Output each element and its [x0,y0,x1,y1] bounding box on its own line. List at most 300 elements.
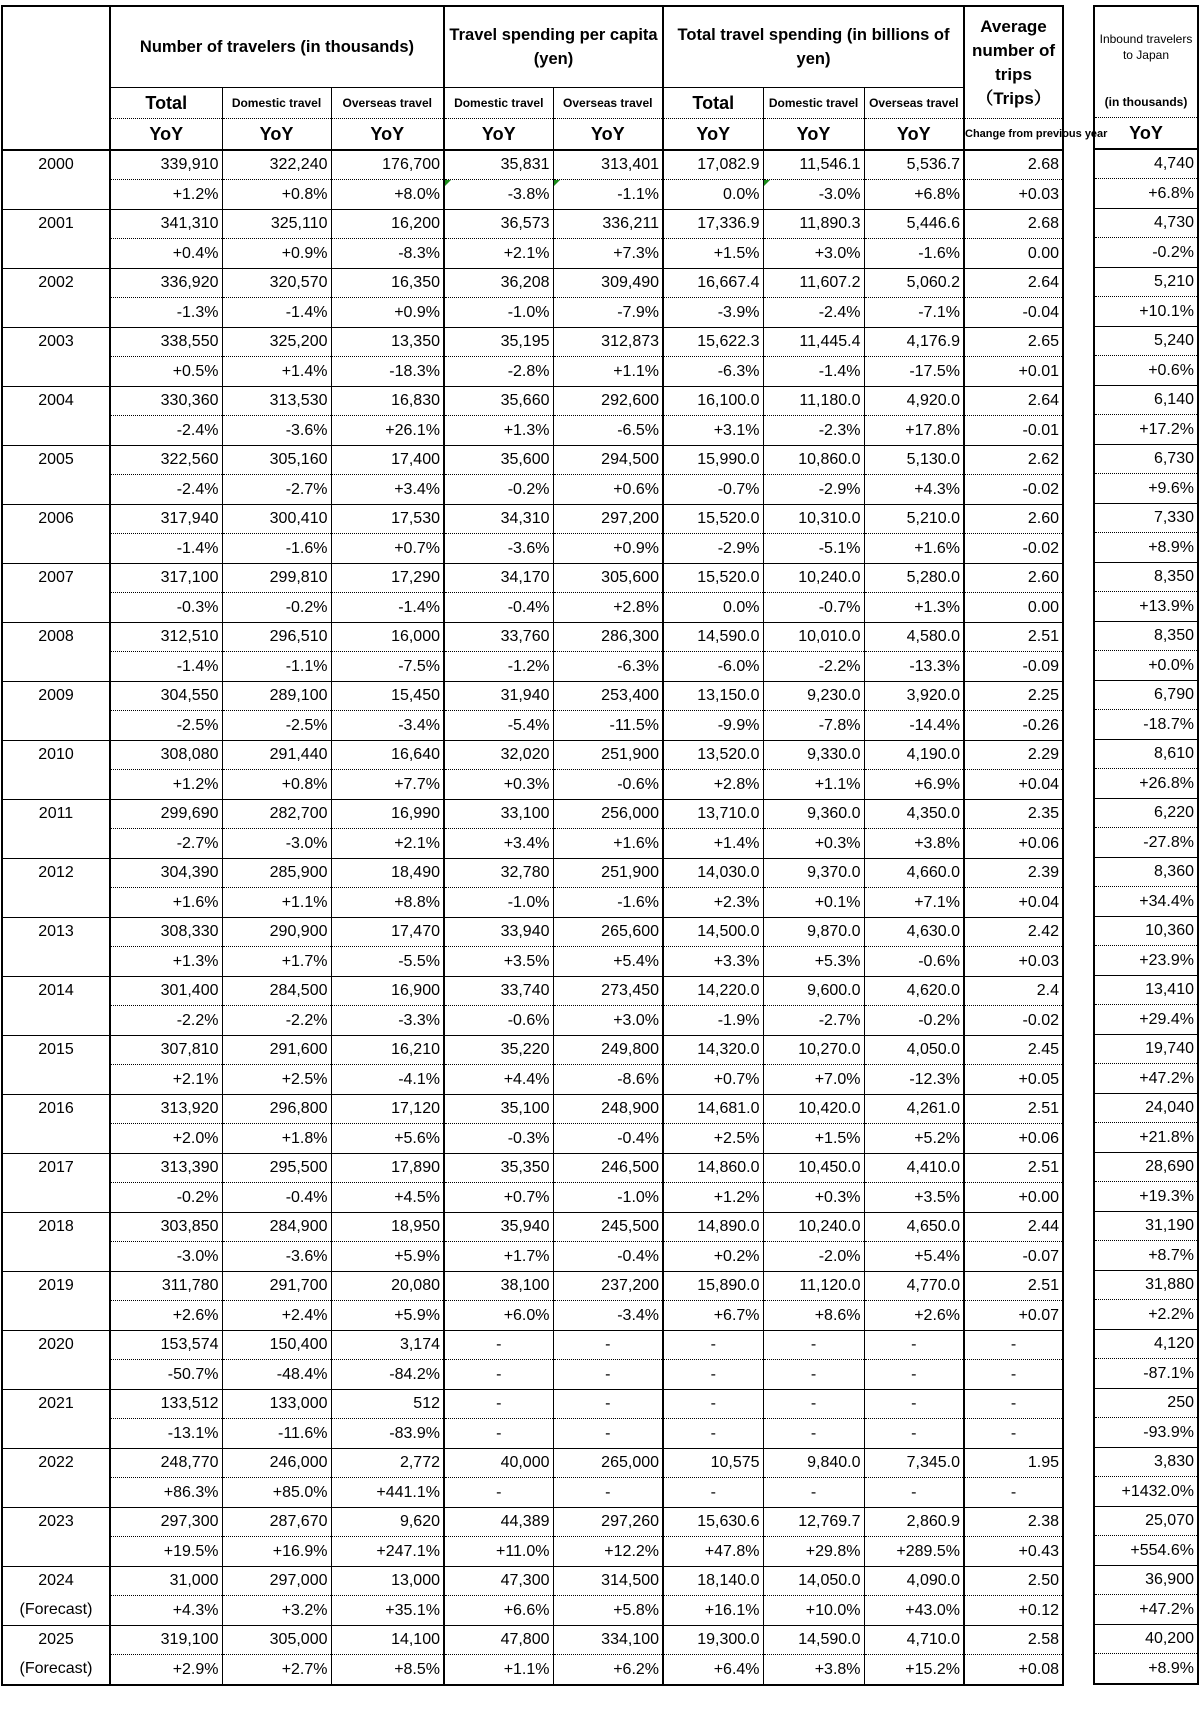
year-subtitle [2,1065,110,1095]
inbound-row-yoy [1094,1654,1198,1685]
inbound-row-yoy [1094,887,1198,917]
inbound-row [1094,504,1198,533]
yoy-cell: +5.9% [331,1242,444,1272]
value-cell: 4,410.0 [864,1154,964,1183]
yoy-cell: +2.8% [553,593,663,623]
yoy-cell: +289.5% [864,1537,964,1567]
yoy-cell: +1.3% [110,947,222,977]
value-cell: 12,769.7 [763,1508,864,1537]
yoy-cell: +7.1% [864,888,964,918]
yoy-cell: -0.02 [964,475,1063,505]
yoy-cell: +47.8% [663,1537,763,1567]
yoy-cell: -9.9% [663,711,763,741]
value-cell: 304,390 [110,859,222,888]
yoy-cell: +0.3% [763,829,864,859]
yoy-cell: -3.0% [763,180,864,210]
inbound-row-yoy [1094,1536,1198,1566]
value-cell: 295,500 [222,1154,331,1183]
year-cell: 2018 [2,1213,110,1242]
yoy-cell: -1.1% [222,652,331,682]
yoy-cell: +1.2% [110,180,222,210]
yoy-cell: -7.8% [763,711,864,741]
yoy-cell: -50.7% [110,1360,222,1390]
table-row [2,1272,1063,1301]
yoy-cell: +3.3% [663,947,763,977]
yoy-cell: +441.1% [331,1478,444,1508]
yoy-header: YoY [1094,118,1198,150]
table-row [2,328,1063,357]
yoy-cell: +2.7% [222,1655,331,1686]
table-row [2,682,1063,711]
table-row [2,800,1063,829]
inbound-yoy-cell: +2.2% [1094,1300,1198,1330]
inbound-yoy-cell: +0.0% [1094,651,1198,681]
value-cell: 300,410 [222,505,331,534]
header-per-capita: Travel spending per capita (yen) [444,6,663,88]
yoy-cell: +3.8% [864,829,964,859]
year-cell: 2019 [2,1272,110,1301]
value-cell: 322,240 [222,150,331,180]
value-cell: 7,345.0 [864,1449,964,1478]
value-cell: 308,330 [110,918,222,947]
inbound-row [1094,1212,1198,1241]
inbound-row [1094,327,1198,356]
yoy-cell: +0.06 [964,829,1063,859]
year-cell: 2006 [2,505,110,534]
value-cell: 35,220 [444,1036,553,1065]
inbound-yoy-cell: +21.8% [1094,1123,1198,1153]
inbound-yoy-cell: -87.1% [1094,1359,1198,1389]
yoy-cell: - [444,1360,553,1390]
inbound-value-cell: 3,830 [1094,1448,1198,1477]
value-cell: - [763,1390,864,1419]
inbound-yoy-cell: +13.9% [1094,592,1198,622]
value-cell: 17,470 [331,918,444,947]
value-cell: 4,580.0 [864,623,964,652]
yoy-cell: +3.1% [663,416,763,446]
year-subtitle [2,1124,110,1154]
yoy-cell: +2.3% [663,888,763,918]
value-cell: 16,100.0 [663,387,763,416]
value-cell: 34,170 [444,564,553,593]
yoy-cell: +1.3% [864,593,964,623]
yoy-cell: +0.03 [964,180,1063,210]
yoy-cell: - [663,1478,763,1508]
inbound-row-yoy [1094,651,1198,681]
yoy-cell: +0.1% [763,888,864,918]
yoy-cell: -1.4% [222,298,331,328]
value-cell: 336,211 [553,210,663,239]
value-cell: - [864,1390,964,1419]
year-subtitle [2,947,110,977]
value-cell: 10,575 [663,1449,763,1478]
value-cell: 16,000 [331,623,444,652]
yoy-cell: +1.5% [763,1124,864,1154]
value-cell: 305,000 [222,1626,331,1655]
yoy-cell: -0.4% [553,1242,663,1272]
yoy-cell: -0.2% [222,593,331,623]
yoy-cell: +0.3% [763,1183,864,1213]
yoy-cell: -1.6% [553,888,663,918]
yoy-cell: +3.0% [553,1006,663,1036]
table-row-yoy [2,298,1063,328]
yoy-cell: -0.6% [864,947,964,977]
inbound-row [1094,1389,1198,1418]
yoy-cell: +6.2% [553,1655,663,1686]
header-total-spending: Total travel spending (in billions of yen) [663,6,964,88]
yoy-cell: 0.0% [663,180,763,210]
yoy-cell: -5.5% [331,947,444,977]
yoy-cell: - [663,1419,763,1449]
value-cell: 3,920.0 [864,682,964,711]
yoy-cell: +2.1% [444,239,553,269]
year-subtitle: (Forecast) [2,1655,110,1686]
yoy-cell: +0.05 [964,1065,1063,1095]
year-subtitle [2,416,110,446]
inbound-value-cell: 6,140 [1094,386,1198,415]
value-cell: 15,990.0 [663,446,763,475]
inbound-row [1094,1566,1198,1595]
yoy-cell: +1.4% [663,829,763,859]
year-subtitle [2,829,110,859]
inbound-value-cell: 7,330 [1094,504,1198,533]
value-cell: 36,573 [444,210,553,239]
value-cell: 14,220.0 [663,977,763,1006]
yoy-cell: +0.43 [964,1537,1063,1567]
table-row [2,210,1063,239]
value-cell: 4,090.0 [864,1567,964,1596]
table-row-yoy [2,1537,1063,1567]
inbound-row-yoy [1094,1182,1198,1212]
yoy-cell: +0.03 [964,947,1063,977]
yoy-cell: +5.3% [763,947,864,977]
yoy-cell: +3.0% [763,239,864,269]
year-cell: 2000 [2,150,110,180]
year-cell: 2025 [2,1626,110,1655]
yoy-cell: +6.8% [864,180,964,210]
value-cell: 33,740 [444,977,553,1006]
value-cell: 17,890 [331,1154,444,1183]
inbound-row-yoy [1094,238,1198,268]
inbound-yoy-cell: +9.6% [1094,474,1198,504]
inbound-row-yoy [1094,592,1198,622]
yoy-cell: +12.2% [553,1537,663,1567]
yoy-cell: -2.2% [763,652,864,682]
yoy-cell: -2.2% [222,1006,331,1036]
value-cell: 9,230.0 [763,682,864,711]
value-cell: 2.25 [964,682,1063,711]
value-cell: 330,360 [110,387,222,416]
yoy-cell: +1.7% [222,947,331,977]
inbound-row [1094,1448,1198,1477]
yoy-cell: -6.3% [553,652,663,682]
yoy-cell: -1.9% [663,1006,763,1036]
value-cell: 10,240.0 [763,564,864,593]
year-subtitle: (Forecast) [2,1596,110,1626]
yoy-cell: -13.3% [864,652,964,682]
value-cell: 2.29 [964,741,1063,770]
sub-header-total: Total [110,88,222,119]
yoy-cell: -0.3% [110,593,222,623]
yoy-cell: - [864,1360,964,1390]
value-cell: 245,500 [553,1213,663,1242]
value-cell: 305,600 [553,564,663,593]
yoy-cell: +3.5% [444,947,553,977]
table-row-yoy [2,416,1063,446]
value-cell: 11,607.2 [763,269,864,298]
value-cell: 16,210 [331,1036,444,1065]
value-cell: 301,400 [110,977,222,1006]
yoy-cell: +1.7% [444,1242,553,1272]
yoy-cell: +8.6% [763,1301,864,1331]
value-cell: 2.60 [964,505,1063,534]
yoy-cell: -1.4% [763,357,864,387]
value-cell: 2.51 [964,623,1063,652]
yoy-cell: +15.2% [864,1655,964,1686]
value-cell: 2.39 [964,859,1063,888]
yoy-cell: -83.9% [331,1419,444,1449]
value-cell: 34,310 [444,505,553,534]
yoy-cell: +1.1% [444,1655,553,1686]
value-cell: 2.42 [964,918,1063,947]
value-cell: 341,310 [110,210,222,239]
value-cell: 13,150.0 [663,682,763,711]
year-subtitle [2,357,110,387]
value-cell: 5,280.0 [864,564,964,593]
year-subtitle [2,475,110,505]
value-cell: 33,100 [444,800,553,829]
value-cell: 19,300.0 [663,1626,763,1655]
yoy-header: YoY [553,119,663,151]
value-cell: 297,200 [553,505,663,534]
inbound-yoy-cell: +554.6% [1094,1536,1198,1566]
year-cell: 2003 [2,328,110,357]
value-cell: 248,900 [553,1095,663,1124]
inbound-value-cell: 8,360 [1094,858,1198,887]
inbound-value-cell: 28,690 [1094,1153,1198,1182]
value-cell: 299,810 [222,564,331,593]
inbound-row-yoy [1094,1418,1198,1448]
table-row-yoy [2,357,1063,387]
value-cell: 14,890.0 [663,1213,763,1242]
yoy-cell: -3.6% [222,1242,331,1272]
yoy-cell: +2.1% [110,1065,222,1095]
yoy-cell: +0.7% [444,1183,553,1213]
value-cell: 10,860.0 [763,446,864,475]
inbound-value-cell: 6,790 [1094,681,1198,710]
value-cell: 246,000 [222,1449,331,1478]
value-cell: 14,590.0 [663,623,763,652]
value-cell: 9,870.0 [763,918,864,947]
value-cell: 47,800 [444,1626,553,1655]
inbound-yoy-cell: +0.6% [1094,356,1198,386]
yoy-cell: - [964,1478,1063,1508]
inbound-row-yoy [1094,533,1198,563]
value-cell: 308,080 [110,741,222,770]
table-row-yoy [2,239,1063,269]
year-subtitle [2,239,110,269]
yoy-cell: +0.06 [964,1124,1063,1154]
yoy-cell: +2.8% [663,770,763,800]
sub-header-domestic: Domestic travel [222,88,331,119]
yoy-cell: -6.0% [663,652,763,682]
inbound-value-cell: 8,350 [1094,622,1198,651]
value-cell: 11,445.4 [763,328,864,357]
value-cell: 16,990 [331,800,444,829]
inbound-value-cell: 25,070 [1094,1507,1198,1536]
table-row-yoy [2,534,1063,564]
inbound-yoy-cell: +6.8% [1094,179,1198,209]
value-cell: 4,050.0 [864,1036,964,1065]
table-row-yoy [2,1596,1063,1626]
year-cell: 2010 [2,741,110,770]
value-cell: 307,810 [110,1036,222,1065]
yoy-cell: +5.9% [331,1301,444,1331]
value-cell: 1.95 [964,1449,1063,1478]
table-row-yoy [2,1183,1063,1213]
yoy-cell: -2.8% [444,357,553,387]
yoy-cell: -48.4% [222,1360,331,1390]
yoy-cell: +1.2% [663,1183,763,1213]
table-row [2,1036,1063,1065]
yoy-cell: +0.8% [222,770,331,800]
year-cell: 2007 [2,564,110,593]
yoy-cell: -0.04 [964,298,1063,328]
yoy-cell: +4.4% [444,1065,553,1095]
value-cell: 339,910 [110,150,222,180]
inbound-row [1094,917,1198,946]
yoy-cell: +1.8% [222,1124,331,1154]
yoy-cell: +85.0% [222,1478,331,1508]
inbound-row [1094,1094,1198,1123]
yoy-cell: +0.4% [110,239,222,269]
yoy-cell: -8.3% [331,239,444,269]
value-cell: 15,520.0 [663,505,763,534]
yoy-cell: +8.8% [331,888,444,918]
year-cell: 2008 [2,623,110,652]
yoy-cell: +1.2% [110,770,222,800]
yoy-cell: +5.4% [553,947,663,977]
yoy-cell: +3.4% [444,829,553,859]
yoy-cell: -1.6% [222,534,331,564]
header-travelers: Number of travelers (in thousands) [110,6,444,88]
yoy-cell: +3.8% [763,1655,864,1686]
inbound-value-cell: 24,040 [1094,1094,1198,1123]
value-cell: 38,100 [444,1272,553,1301]
inbound-yoy-cell: +23.9% [1094,946,1198,976]
yoy-cell: -13.1% [110,1419,222,1449]
value-cell: - [964,1331,1063,1360]
value-cell: 294,500 [553,446,663,475]
value-cell: - [444,1331,553,1360]
value-cell: 31,000 [110,1567,222,1596]
value-cell: 237,200 [553,1272,663,1301]
yoy-cell: +1.5% [663,239,763,269]
value-cell: 33,760 [444,623,553,652]
value-cell: 284,900 [222,1213,331,1242]
inbound-value-cell: 10,360 [1094,917,1198,946]
value-cell: 282,700 [222,800,331,829]
inbound-value-cell: 8,610 [1094,740,1198,769]
yoy-header: YoY [222,119,331,151]
year-subtitle [2,888,110,918]
yoy-cell: +0.9% [222,239,331,269]
value-cell: 9,330.0 [763,741,864,770]
inbound-row [1094,976,1198,1005]
table-row-yoy [2,1478,1063,1508]
inbound-value-cell: 19,740 [1094,1035,1198,1064]
value-cell: 176,700 [331,150,444,180]
table-row-yoy [2,888,1063,918]
inbound-row [1094,1330,1198,1359]
yoy-cell: +1.4% [222,357,331,387]
yoy-cell: - [763,1478,864,1508]
value-cell: 4,660.0 [864,859,964,888]
yoy-cell: +5.6% [331,1124,444,1154]
inbound-row-yoy [1094,1477,1198,1507]
value-cell: 35,350 [444,1154,553,1183]
yoy-cell: +1.1% [222,888,331,918]
travel-statistics-table [1,5,1108,1686]
value-cell: 14,500.0 [663,918,763,947]
value-cell: 2.68 [964,150,1063,180]
yoy-cell: -0.2% [444,475,553,505]
yoy-cell: -2.9% [663,534,763,564]
inbound-row-yoy [1094,1359,1198,1389]
yoy-cell: +0.3% [444,770,553,800]
table-row [2,564,1063,593]
value-cell: 2.45 [964,1036,1063,1065]
inbound-row-yoy [1094,179,1198,209]
table-row [2,1154,1063,1183]
value-cell: - [864,1331,964,1360]
value-cell: 16,900 [331,977,444,1006]
value-cell: 290,900 [222,918,331,947]
yoy-cell: +6.7% [663,1301,763,1331]
yoy-cell: +2.1% [331,829,444,859]
yoy-cell: +8.0% [331,180,444,210]
value-cell: 17,120 [331,1095,444,1124]
yoy-cell: +29.8% [763,1537,864,1567]
inbound-row [1094,1507,1198,1536]
value-cell: 5,446.6 [864,210,964,239]
inbound-row [1094,622,1198,651]
table-row-yoy [2,593,1063,623]
value-cell: 2.4 [964,977,1063,1006]
yoy-cell: -0.6% [444,1006,553,1036]
yoy-cell: +0.6% [553,475,663,505]
yoy-cell: -2.9% [763,475,864,505]
value-cell: - [964,1390,1063,1419]
value-cell: 16,200 [331,210,444,239]
change-prev-header: Change from previous year [964,119,1063,151]
value-cell: 305,160 [222,446,331,475]
inbound-row-yoy [1094,1241,1198,1271]
value-cell: 2.44 [964,1213,1063,1242]
yoy-cell: +7.0% [763,1065,864,1095]
year-cell: 2020 [2,1331,110,1360]
sub-header-domestic: Domestic travel [444,88,553,119]
yoy-cell: -18.3% [331,357,444,387]
year-subtitle [2,770,110,800]
yoy-cell: -5.4% [444,711,553,741]
yoy-cell: - [553,1360,663,1390]
value-cell: 35,831 [444,150,553,180]
yoy-cell: +0.04 [964,888,1063,918]
yoy-cell: +16.9% [222,1537,331,1567]
yoy-cell: +11.0% [444,1537,553,1567]
year-cell: 2024 [2,1567,110,1596]
